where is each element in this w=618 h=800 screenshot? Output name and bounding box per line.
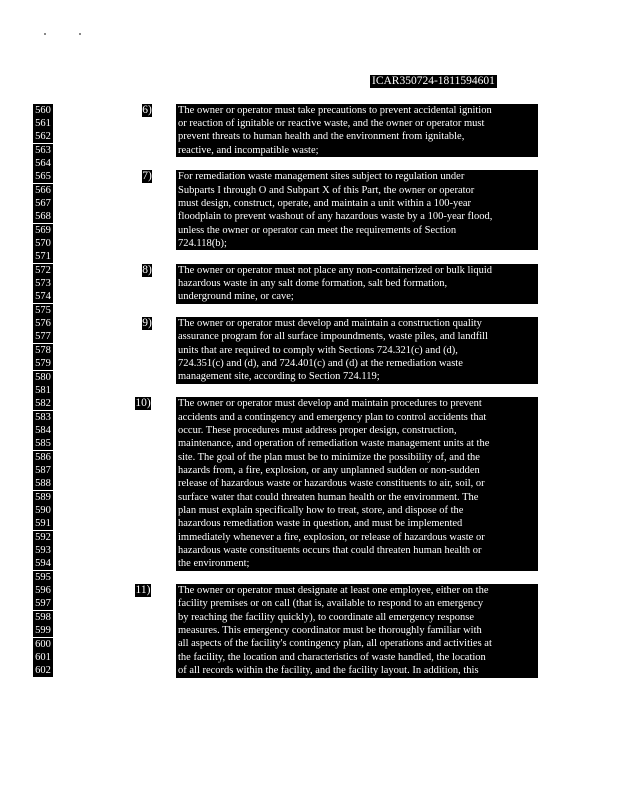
line-number: 579 [33, 357, 53, 370]
line-number: 595 [33, 571, 53, 584]
line-number: 581 [33, 384, 53, 397]
text-line: or reaction of ignitable or reactive waste, and the owner or operator must [178, 117, 485, 129]
text-line: Subparts I through O and Subpart X of this Part, the owner or operator [178, 184, 475, 196]
text-line: hazardous waste constituents occurs that could threaten human health or [178, 544, 482, 556]
text-line: reactive, and incompatible waste; [178, 144, 319, 156]
line-number: 566 [33, 184, 53, 197]
line-number: 596 [33, 584, 53, 597]
line-number: 597 [33, 597, 53, 610]
text-line: 724.118(b); [178, 237, 227, 249]
text-line: management site, according to Section 724.119; [178, 371, 380, 383]
line-number: 565 [33, 170, 53, 183]
text-line: immediately whenever a fire, explosion, or release of hazardous waste or [178, 531, 485, 543]
line-number: 578 [33, 344, 53, 357]
line-number: 599 [33, 624, 53, 637]
line-number: 602 [33, 664, 53, 677]
paragraph-marker: 6) [142, 103, 152, 116]
line-number: 569 [33, 224, 53, 237]
line-number: 589 [33, 491, 53, 504]
text-line: the environment; [178, 558, 250, 570]
paragraph-marker: 9) [142, 317, 152, 330]
line-number: 567 [33, 197, 53, 210]
text-line: accidents and a contingency and emergency plan to control accidents that [178, 411, 487, 423]
text-line: The owner or operator must develop and maintain procedures to prevent [178, 398, 482, 410]
text-line: units that are required to comply with Sections 724.321(c) and (d), [178, 344, 458, 356]
text-line: floodplain to prevent washout of any hazardous waste by a 100-year flood, [178, 211, 493, 223]
text-line: all aspects of the facility's contingency plan, all operations and activities at [178, 638, 492, 650]
text-line: the facility, the location and characteristics of waste handled, the location [178, 651, 486, 663]
line-number: 575 [33, 304, 53, 317]
paragraph-text-block [176, 264, 538, 304]
line-number: 560 [33, 104, 53, 117]
line-number: 592 [33, 531, 53, 544]
text-line: surface water that could threaten human health or the environment. The [178, 491, 479, 503]
line-number: 568 [33, 210, 53, 223]
text-line: The owner or operator must take precautions to prevent accidental ignition [178, 104, 492, 116]
paragraph-marker: 10) [135, 397, 151, 410]
paragraph-text-block [176, 317, 538, 384]
text-line: unless the owner or operator can meet the requirements of Section [178, 224, 457, 236]
line-number: 591 [33, 517, 53, 530]
text-line: The owner or operator must not place any non-containerized or bulk liquid [178, 264, 493, 276]
line-number: 580 [33, 371, 53, 384]
line-number: 586 [33, 451, 53, 464]
line-number: 576 [33, 317, 53, 330]
paragraph-text-block [176, 584, 538, 677]
text-line: For remediation waste management sites subject to regulation under [178, 171, 465, 183]
line-number: 583 [33, 411, 53, 424]
line-number: 582 [33, 397, 53, 410]
text-line: plan must explain specifically how to treat, store, and dispose of the [178, 504, 464, 516]
text-line: facility premises or on call (that is, available to respond to an emergency [178, 598, 484, 610]
scan-speck [44, 33, 46, 35]
text-line: The owner or operator must designate at least one employee, either on the [178, 585, 489, 597]
line-number: 584 [33, 424, 53, 437]
text-line: maintenance, and operation of remediation waste management units at the [178, 438, 490, 450]
text-line: release of hazardous waste or hazardous waste constituents to air, soil, or [178, 478, 485, 490]
line-number: 590 [33, 504, 53, 517]
text-line: hazardous waste in any salt dome formation, salt bed formation, [178, 278, 448, 290]
paragraph-text-block [176, 104, 538, 157]
line-number: 573 [33, 277, 53, 290]
text-line: assurance program for all surface impoundments, waste piles, and landfill [178, 331, 488, 343]
line-number: 577 [33, 330, 53, 343]
line-number: 598 [33, 611, 53, 624]
text-line: by reaching the facility quickly), to coordinate all emergency response [178, 611, 475, 623]
text-line: occur. These procedures must address proper design, construction, [178, 424, 457, 436]
text-line: 724.351(c) and (d), and 724.401(c) and (d) at the remediation waste [178, 358, 463, 370]
line-number: 601 [33, 651, 53, 664]
paragraph-marker: 11) [135, 584, 151, 597]
text-line: prevent threats to human health and the environment from ignitable, [178, 131, 465, 143]
text-line: site. The goal of the plan must be to minimize the possibility of, and the [178, 451, 480, 463]
line-number: 571 [33, 250, 53, 263]
text-line: measures. This emergency coordinator must be thoroughly familiar with [178, 625, 482, 637]
text-line: must design, construct, operate, and maintain a unit within a 100-year [178, 197, 472, 209]
paragraph-marker: 7) [142, 170, 152, 183]
text-line: of all records within the facility, and the facility layout. In addition, this [178, 665, 479, 677]
line-number: 572 [33, 264, 53, 277]
line-number: 588 [33, 477, 53, 490]
scan-speck [79, 33, 81, 35]
text-line: hazardous remediation waste in question, and must be implemented [178, 518, 463, 530]
paragraph-text-block [176, 397, 538, 571]
line-number: 561 [33, 117, 53, 130]
line-number: 585 [33, 437, 53, 450]
line-number: 564 [33, 157, 53, 170]
line-number: 594 [33, 557, 53, 570]
paragraph-marker: 8) [142, 263, 152, 276]
line-number: 593 [33, 544, 53, 557]
line-number: 574 [33, 290, 53, 303]
line-number: 563 [33, 144, 53, 157]
text-line: hazards from, a fire, explosion, or any unplanned sudden or non-sudden [178, 464, 480, 476]
document-header-id: ICAR350724-1811594601 [372, 75, 495, 87]
line-number: 587 [33, 464, 53, 477]
line-number: 570 [33, 237, 53, 250]
line-number: 600 [33, 638, 53, 651]
text-line: The owner or operator must develop and maintain a construction quality [178, 318, 482, 330]
line-number: 562 [33, 130, 53, 143]
paragraph-text-block [176, 170, 538, 250]
text-line: underground mine, or cave; [178, 291, 294, 303]
